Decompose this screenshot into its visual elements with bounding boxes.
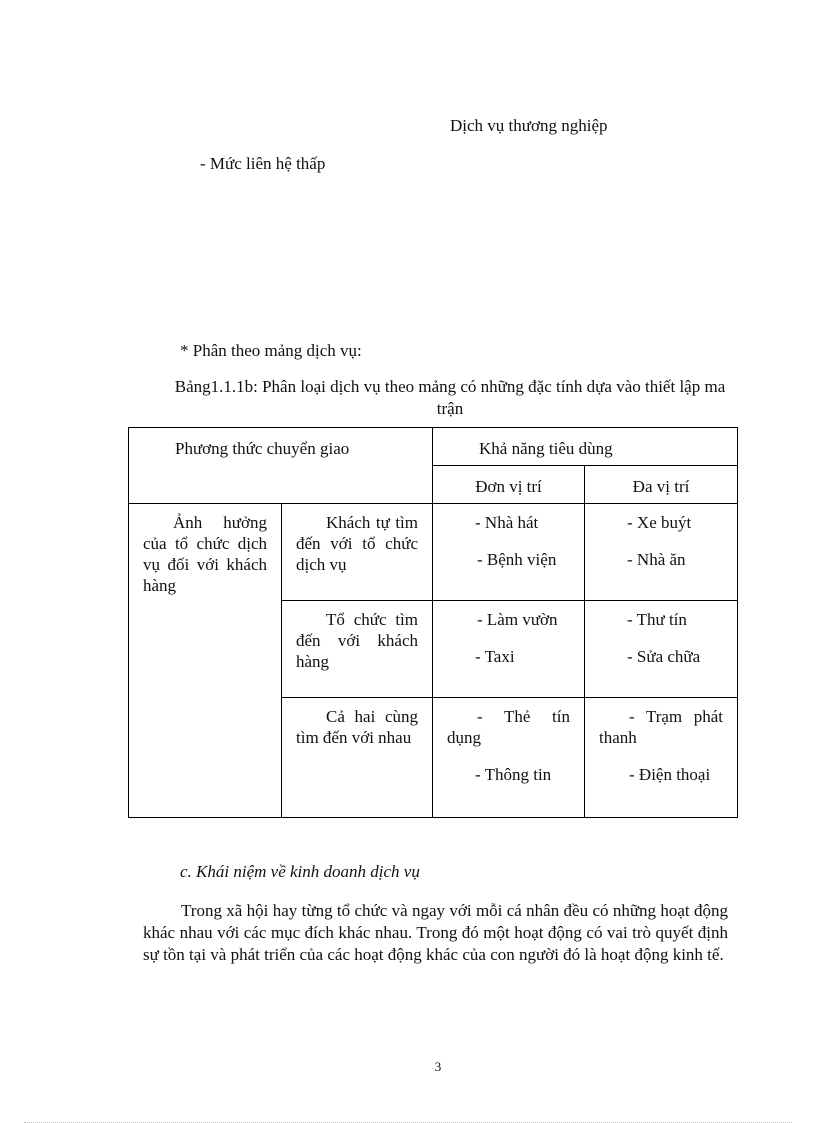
section-heading: * Phân theo mảng dịch vụ: <box>180 341 362 360</box>
single-location-cell <box>433 698 585 818</box>
multi-location-cell <box>585 698 738 818</box>
row-label: Cả hai cùng tìm đến với nhau <box>282 698 433 818</box>
list-item: - Nhà hát <box>475 513 539 532</box>
single-location-cell <box>433 504 585 601</box>
list-item: - Taxi <box>475 647 515 666</box>
list-item: - Trạm phát thanh <box>599 707 724 747</box>
header-single-location: Đơn vị trí <box>433 466 585 504</box>
table-caption: Bảng1.1.1b: Phân loại dịch vụ theo mảng có những đặc tính dựa vào thiết lập ma trận <box>174 377 726 418</box>
multi-location-cell <box>585 601 738 698</box>
fragment-low-contact: - Mức liên hệ thấp <box>200 154 326 173</box>
header-multi-location: Đa vị trí <box>585 466 738 504</box>
row-label: Tổ chức tìm đến với khách hàng <box>282 601 433 698</box>
service-matrix-table <box>128 427 738 818</box>
list-item: - Thông tin <box>475 765 552 784</box>
subheading-business-services: c. Khái niệm về kinh doanh dịch vụ <box>180 862 420 881</box>
list-item: - Điện thoại <box>629 765 711 784</box>
list-item: - Thẻ tín dụng <box>447 707 570 747</box>
header-consumption-capacity: Khả năng tiêu dùng <box>433 428 738 466</box>
list-item: - Làm vườn <box>477 610 558 629</box>
list-item: - Sửa chữa <box>627 647 701 666</box>
multi-location-cell <box>585 504 738 601</box>
list-item: - Nhà ăn <box>627 550 686 569</box>
row-label: Khách tự tìm đến với tổ chức dịch vụ <box>282 504 433 601</box>
body-paragraph: Trong xã hội hay từng tổ chức và ngay với mỗi cá nhân đều có những hoạt động khác nhau với các mục đích khác nhau. Trong đó một hoạt động có vai trò quyết định sự tồn tại và phát triển của các hoạt động khác của con người đó là hoạt động kinh tế. <box>143 901 728 964</box>
list-item: - Thư tín <box>627 610 687 629</box>
fragment-commerce-service: Dịch vụ thương nghiệp <box>450 116 608 135</box>
list-item: - Xe buýt <box>627 513 692 532</box>
row-group-label: Ảnh hưởng của tổ chức dịch vụ đối với khách hàng <box>129 504 282 818</box>
header-delivery-method: Phương thức chuyển giao <box>129 428 433 504</box>
single-location-cell <box>433 601 585 698</box>
page-number: 3 <box>434 1059 442 1074</box>
list-item: - Bệnh viện <box>477 550 557 569</box>
